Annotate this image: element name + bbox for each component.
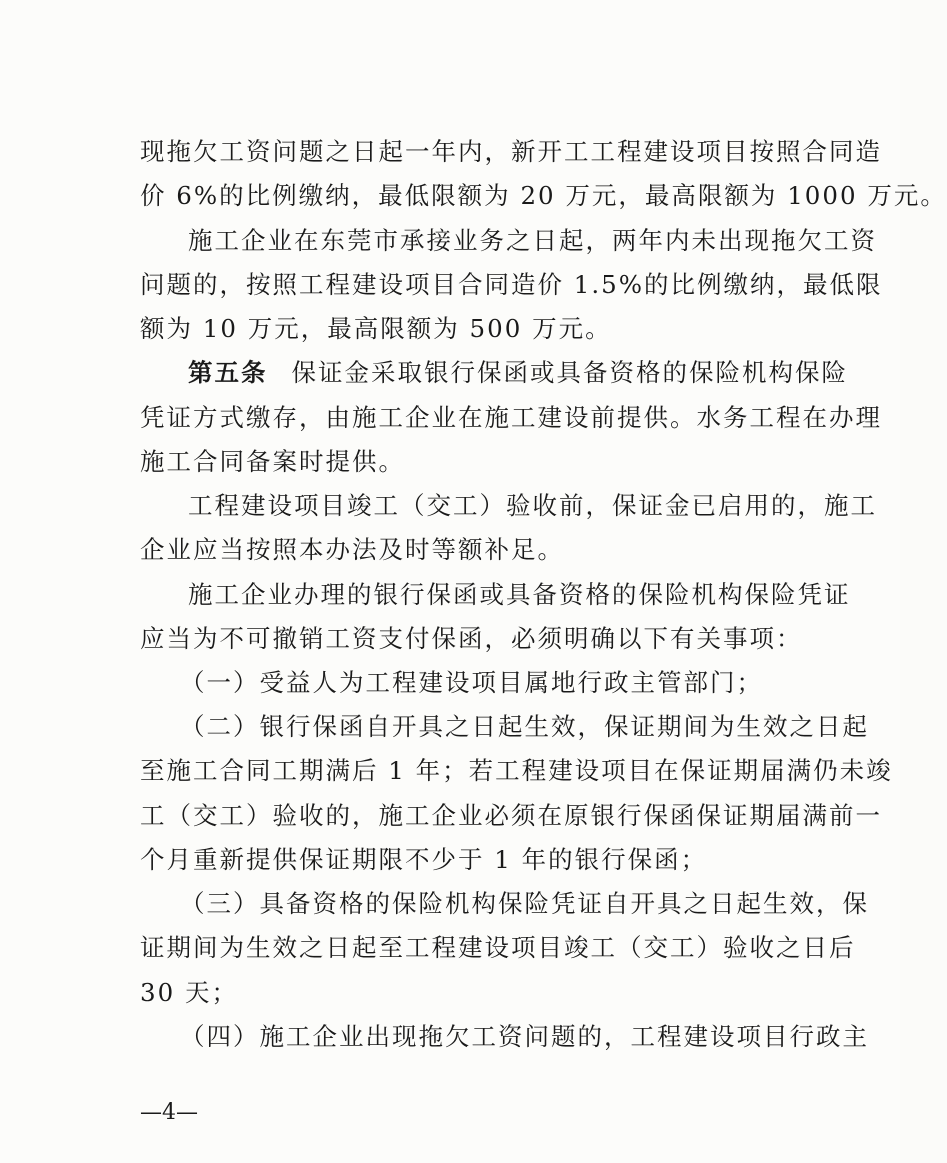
text-line-3: 施工企业在东莞市承接业务之日起，两年内未出现拖欠工资 (188, 226, 877, 255)
text-line-11: 施工企业办理的银行保函或具备资格的保险机构保险凭证 (188, 580, 851, 609)
text-line-12: 应当为不可撤销工资支付保函，必须明确以下有关事项： (140, 624, 803, 653)
item-3-line-2: 证期间为生效之日起至工程建设项目竣工（交工）验收之日后 (140, 933, 856, 962)
article-label: 第五条 (188, 358, 268, 387)
item-4-line-1: （四）施工企业出现拖欠工资问题的，工程建设项目行政主 (180, 1022, 869, 1051)
item-2-line-3: 工（交工）验收的，施工企业必须在原银行保函保证期届满前一 (140, 801, 882, 830)
text-line-1: 现拖欠工资问题之日起一年内，新开工工程建设项目按照合同造 (140, 137, 882, 166)
text-line-7: 凭证方式缴存，由施工企业在施工建设前提供。水务工程在办理 (140, 403, 882, 432)
text-line-4: 问题的，按照工程建设项目合同造价 1.5%的比例缴纳，最低限 (140, 270, 883, 299)
text-line-8: 施工合同备案时提供。 (140, 447, 405, 476)
text-line-10: 企业应当按照本办法及时等额补足。 (140, 535, 564, 564)
item-2-line-2: 至施工合同工期满后 1 年；若工程建设项目在保证期届满仍未竣 (140, 756, 893, 785)
item-3-line-3: 30 天； (140, 978, 238, 1007)
text-line-2: 价 6%的比例缴纳，最低限额为 20 万元，最高限额为 1000 万元。 (140, 181, 947, 210)
page-number: —4— (140, 1100, 198, 1125)
article-5-text: 保证金采取银行保函或具备资格的保险机构保险 (291, 358, 848, 387)
text-line-9: 工程建设项目竣工（交工）验收前，保证金已启用的，施工 (188, 491, 877, 520)
item-3-line-1: （三）具备资格的保险机构保险凭证自开具之日起生效，保 (180, 889, 869, 918)
item-2-line-1: （二）银行保函自开具之日起生效，保证期间为生效之日起 (180, 712, 869, 741)
text-line-5: 额为 10 万元，最高限额为 500 万元。 (140, 314, 612, 343)
article-5-line (188, 358, 848, 388)
item-2-line-4: 个月重新提供保证期限不少于 1 年的银行保函； (140, 845, 708, 874)
item-1: （一）受益人为工程建设项目属地行政主管部门； (180, 668, 763, 697)
